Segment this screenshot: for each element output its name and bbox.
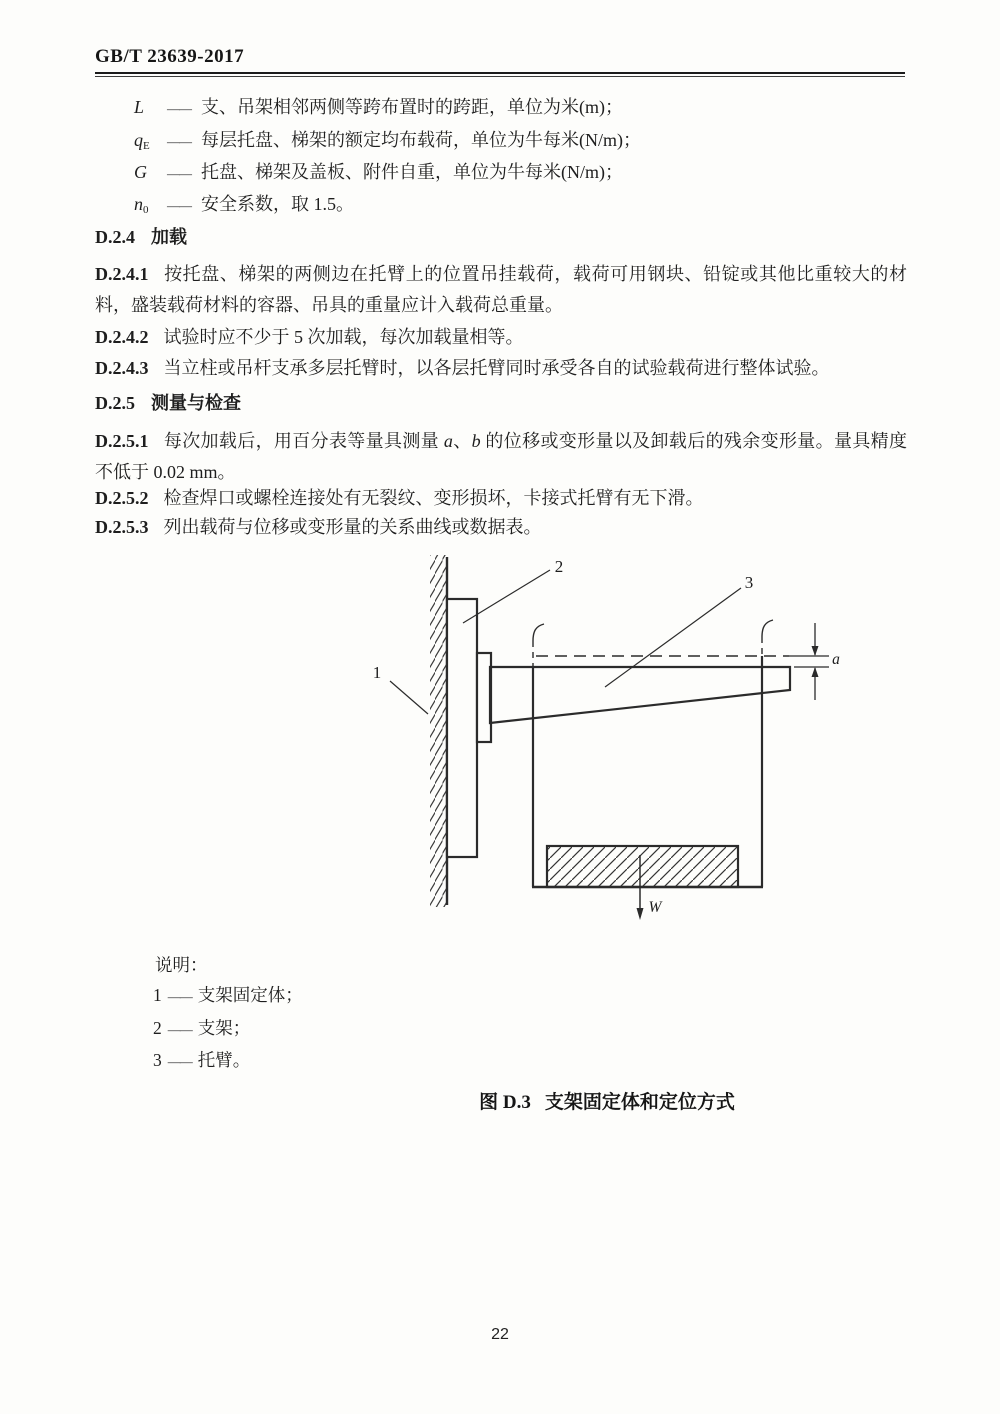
leader-line-1 (390, 681, 428, 714)
variable-a: a (443, 431, 453, 451)
symbol-definition-row (134, 161, 914, 183)
standard-code-header: GB/T 23639-2017 (95, 46, 245, 67)
symbol-definition-row (134, 193, 914, 215)
bracket-body (447, 599, 477, 857)
clause-text: 试验时应不少于 5 次加载，每次加载量相等。 (163, 327, 524, 347)
legend-item: 2 —— 支架； (153, 1018, 251, 1038)
definition-dash: —— (167, 134, 191, 149)
legend-item: 1 —— 支架固定体； (153, 985, 303, 1005)
clause-number: D.2.4.3 (95, 358, 149, 378)
definition-text: 每层托盘、梯架的额定均布载荷，单位为牛每米(N/m)； (201, 130, 641, 150)
figure-title: 支架固定体和定位方式 (544, 1092, 735, 1113)
load-block (547, 846, 738, 887)
legend-item: 3 —— 托臂。 (153, 1050, 251, 1070)
clause-d252 (95, 483, 907, 514)
clause-text: 列出载荷与位移或变形量的关系曲线或数据表。 (163, 517, 542, 537)
cantilever-arm (490, 667, 790, 723)
symbol: qE (134, 130, 150, 152)
clause-number: D.2.5.3 (95, 517, 149, 537)
symbol: G (134, 162, 147, 182)
clause-d243 (95, 353, 907, 384)
section-heading-d24: D.2.4 加载 (95, 227, 187, 247)
clause-d251: D.2.5.1 每次加载后，用百分表等量具测量 a、b 的位移或变形量以及卸载后的残余变形量。量具精度不低于 0.02 mm。 (95, 431, 908, 482)
symbol: n0 (134, 194, 149, 216)
left-rail-hook (533, 624, 544, 641)
symbol-definition-row (134, 129, 914, 151)
clause-d253 (95, 512, 907, 543)
clause-number: D.2.4.2 (95, 327, 149, 347)
dimension-a-label: a (832, 651, 840, 668)
wall-hatching (430, 555, 447, 907)
clause-d241 (95, 259, 907, 321)
clause-number: D.2.4.1 (95, 264, 149, 284)
definition-dash: —— (167, 166, 191, 181)
figure-caption (207, 1087, 1000, 1114)
variable-b: b (471, 431, 481, 451)
symbol-definition-row (134, 96, 914, 118)
clause-text: 检查焊口或螺栓连接处有无裂纹、变形损坏，卡接式托臂有无下滑。 (163, 488, 704, 508)
clause-number: D.2.5.1 (95, 431, 149, 451)
load-w-label: W (648, 899, 662, 916)
definition-text: 安全系数，取 1.5。 (201, 194, 354, 214)
figure-d3-bracket-diagram (0, 545, 1000, 940)
definition-dash: —— (167, 101, 191, 116)
legend-title: 说明： (155, 955, 208, 975)
clause-text: 按托盘、梯架的两侧边在托臂上的位置吊挂载荷，载荷可用钢块、铅锭或其他比重较大的材料，盛装载荷材料的容器、吊具的重量应计入载荷总重量。 (95, 264, 907, 315)
load-arrow-head (637, 908, 644, 920)
leader-line-2 (463, 570, 550, 623)
definition-text: 托盘、梯架及盖板、附件自重，单位为牛每米(N/m)； (201, 162, 623, 182)
part-label-3: 3 (744, 573, 754, 592)
symbol: L (134, 97, 145, 117)
part-label-2: 2 (554, 557, 564, 576)
page-number: 22 (491, 1326, 509, 1343)
clause-text: 当立柱或吊杆支承多层托臂时，以各层托臂同时承受各自的试验载荷进行整体试验。 (163, 358, 830, 378)
section-heading-d25: D.2.5 测量与检查 (95, 393, 241, 413)
right-rail-hook (762, 620, 773, 637)
clause-number: D.2.5.2 (95, 488, 149, 508)
leader-line-3 (605, 588, 741, 687)
definition-text: 支、吊架相邻两侧等跨布置时的跨距，单位为米(m)； (201, 97, 623, 117)
dim-arrow-down (812, 646, 819, 656)
clause-d242 (95, 322, 907, 353)
header-rule (95, 72, 905, 77)
part-label-1: 1 (372, 663, 382, 682)
dim-arrow-up (812, 667, 819, 677)
definition-dash: —— (167, 198, 191, 213)
figure-number: 图 D.3 (479, 1092, 531, 1113)
